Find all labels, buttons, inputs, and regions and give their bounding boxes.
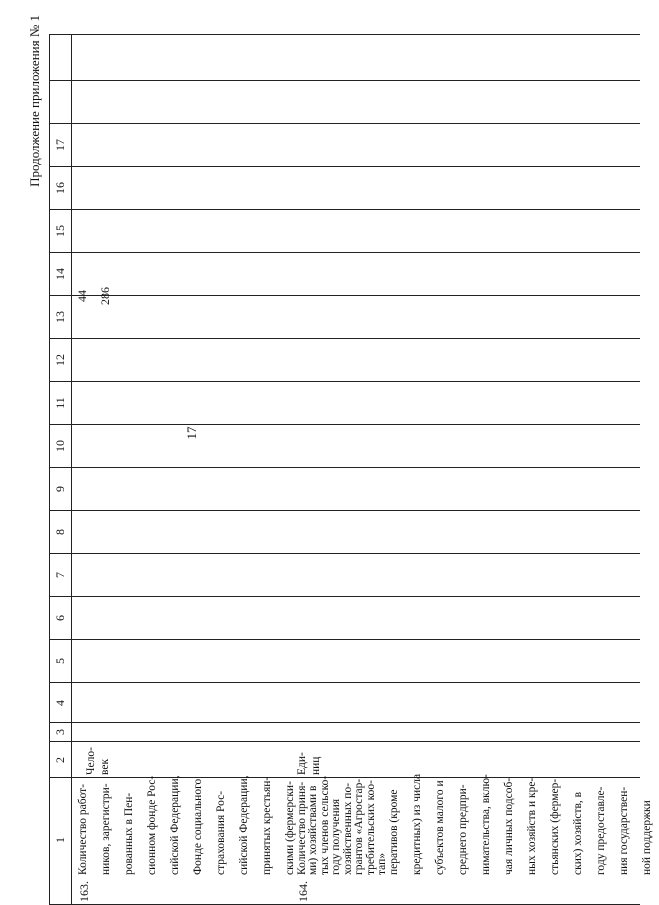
cell-value-col11: 286 <box>98 287 112 305</box>
name-line: среднего предпри- <box>457 784 469 875</box>
column-divider <box>49 639 640 640</box>
unit-line: Еди- <box>296 752 308 775</box>
row-unit <box>84 747 112 775</box>
column-number: 17 <box>53 139 67 151</box>
name-line: Фонде социального <box>192 778 204 875</box>
column-divider <box>49 553 640 554</box>
unit-line: Чело- <box>85 747 97 775</box>
name-line: году получения <box>330 798 342 875</box>
name-line: сийской Федерации, <box>238 775 250 875</box>
name-line: страхования Рос- <box>215 790 227 875</box>
column-number: 11 <box>53 397 67 409</box>
column-divider <box>49 596 640 597</box>
column-divider <box>49 123 640 124</box>
column-divider <box>49 252 640 253</box>
cell-value-col11: 44 <box>75 290 89 302</box>
name-line: Количество приня- <box>296 781 308 875</box>
name-line: Количество работ- <box>77 783 89 875</box>
column-divider <box>49 166 640 167</box>
name-line: перативов (кроме <box>388 789 400 875</box>
name-line: ских) хозяйств, в <box>572 791 584 875</box>
column-number: 14 <box>53 268 67 280</box>
column-number: 3 <box>53 729 67 735</box>
column-number: 6 <box>53 615 67 621</box>
name-line: рованных в Пен- <box>123 792 135 875</box>
name-line: сийской Федерации, <box>169 775 181 875</box>
name-line: тых членов сельско- <box>319 775 331 875</box>
name-line: требительских коо- <box>365 780 377 875</box>
name-line: грантов «Агростар- <box>353 778 365 875</box>
column-divider <box>49 295 640 296</box>
unit-line: ниц <box>310 756 322 775</box>
name-line: хозяйственных по- <box>342 782 354 875</box>
column-number: 2 <box>53 757 67 763</box>
column-divider <box>49 741 640 742</box>
name-line: ми) хозяйствами в <box>307 785 319 875</box>
name-line: тап» <box>376 852 388 875</box>
column-divider <box>49 424 640 425</box>
column-divider <box>49 510 640 511</box>
name-line: ной поддержки <box>641 800 653 875</box>
column-number: 12 <box>53 354 67 366</box>
name-line: году предоставле- <box>595 786 607 875</box>
column-divider <box>49 682 640 683</box>
column-number: 15 <box>53 225 67 237</box>
column-number: 7 <box>53 572 67 578</box>
row-number: 164. <box>296 881 310 902</box>
table-right-border <box>49 34 640 35</box>
column-number: 16 <box>53 182 67 194</box>
column-number: 9 <box>53 486 67 492</box>
name-line: скими (фермерски- <box>284 781 296 875</box>
column-divider <box>49 80 640 81</box>
name-line: кредитных) из числа <box>411 773 423 875</box>
row-number: 163. <box>77 881 91 902</box>
column-divider <box>49 467 640 468</box>
column-number: 13 <box>53 311 67 323</box>
column-divider <box>49 338 640 339</box>
page-number: 17 <box>184 426 199 440</box>
column-number: 1 <box>53 837 67 843</box>
name-line: ников, зарегистри- <box>100 783 112 875</box>
column-number: 8 <box>53 529 67 535</box>
row-indicator-name <box>291 774 659 875</box>
column-number: 4 <box>53 700 67 706</box>
column-divider <box>49 722 640 723</box>
name-line: субъектов малого и <box>434 780 446 875</box>
name-line: ния государствен- <box>618 786 630 875</box>
column-number: 5 <box>53 658 67 664</box>
name-line: принятых крестьян- <box>261 776 273 875</box>
name-line: чая личных подсоб- <box>503 777 515 875</box>
column-divider <box>49 381 640 382</box>
continuation-label: Продолжение приложения № 1 <box>27 15 42 187</box>
name-line: стьянских (фермер- <box>549 778 561 875</box>
unit-line: век <box>99 758 111 775</box>
name-line: нимательства, вклю- <box>480 774 492 875</box>
row-unit <box>295 752 323 775</box>
name-line: сионном фонде Рос- <box>146 775 158 875</box>
column-divider <box>49 209 640 210</box>
name-line: ных хозяйств и кре- <box>526 777 538 875</box>
column-number: 10 <box>53 440 67 452</box>
